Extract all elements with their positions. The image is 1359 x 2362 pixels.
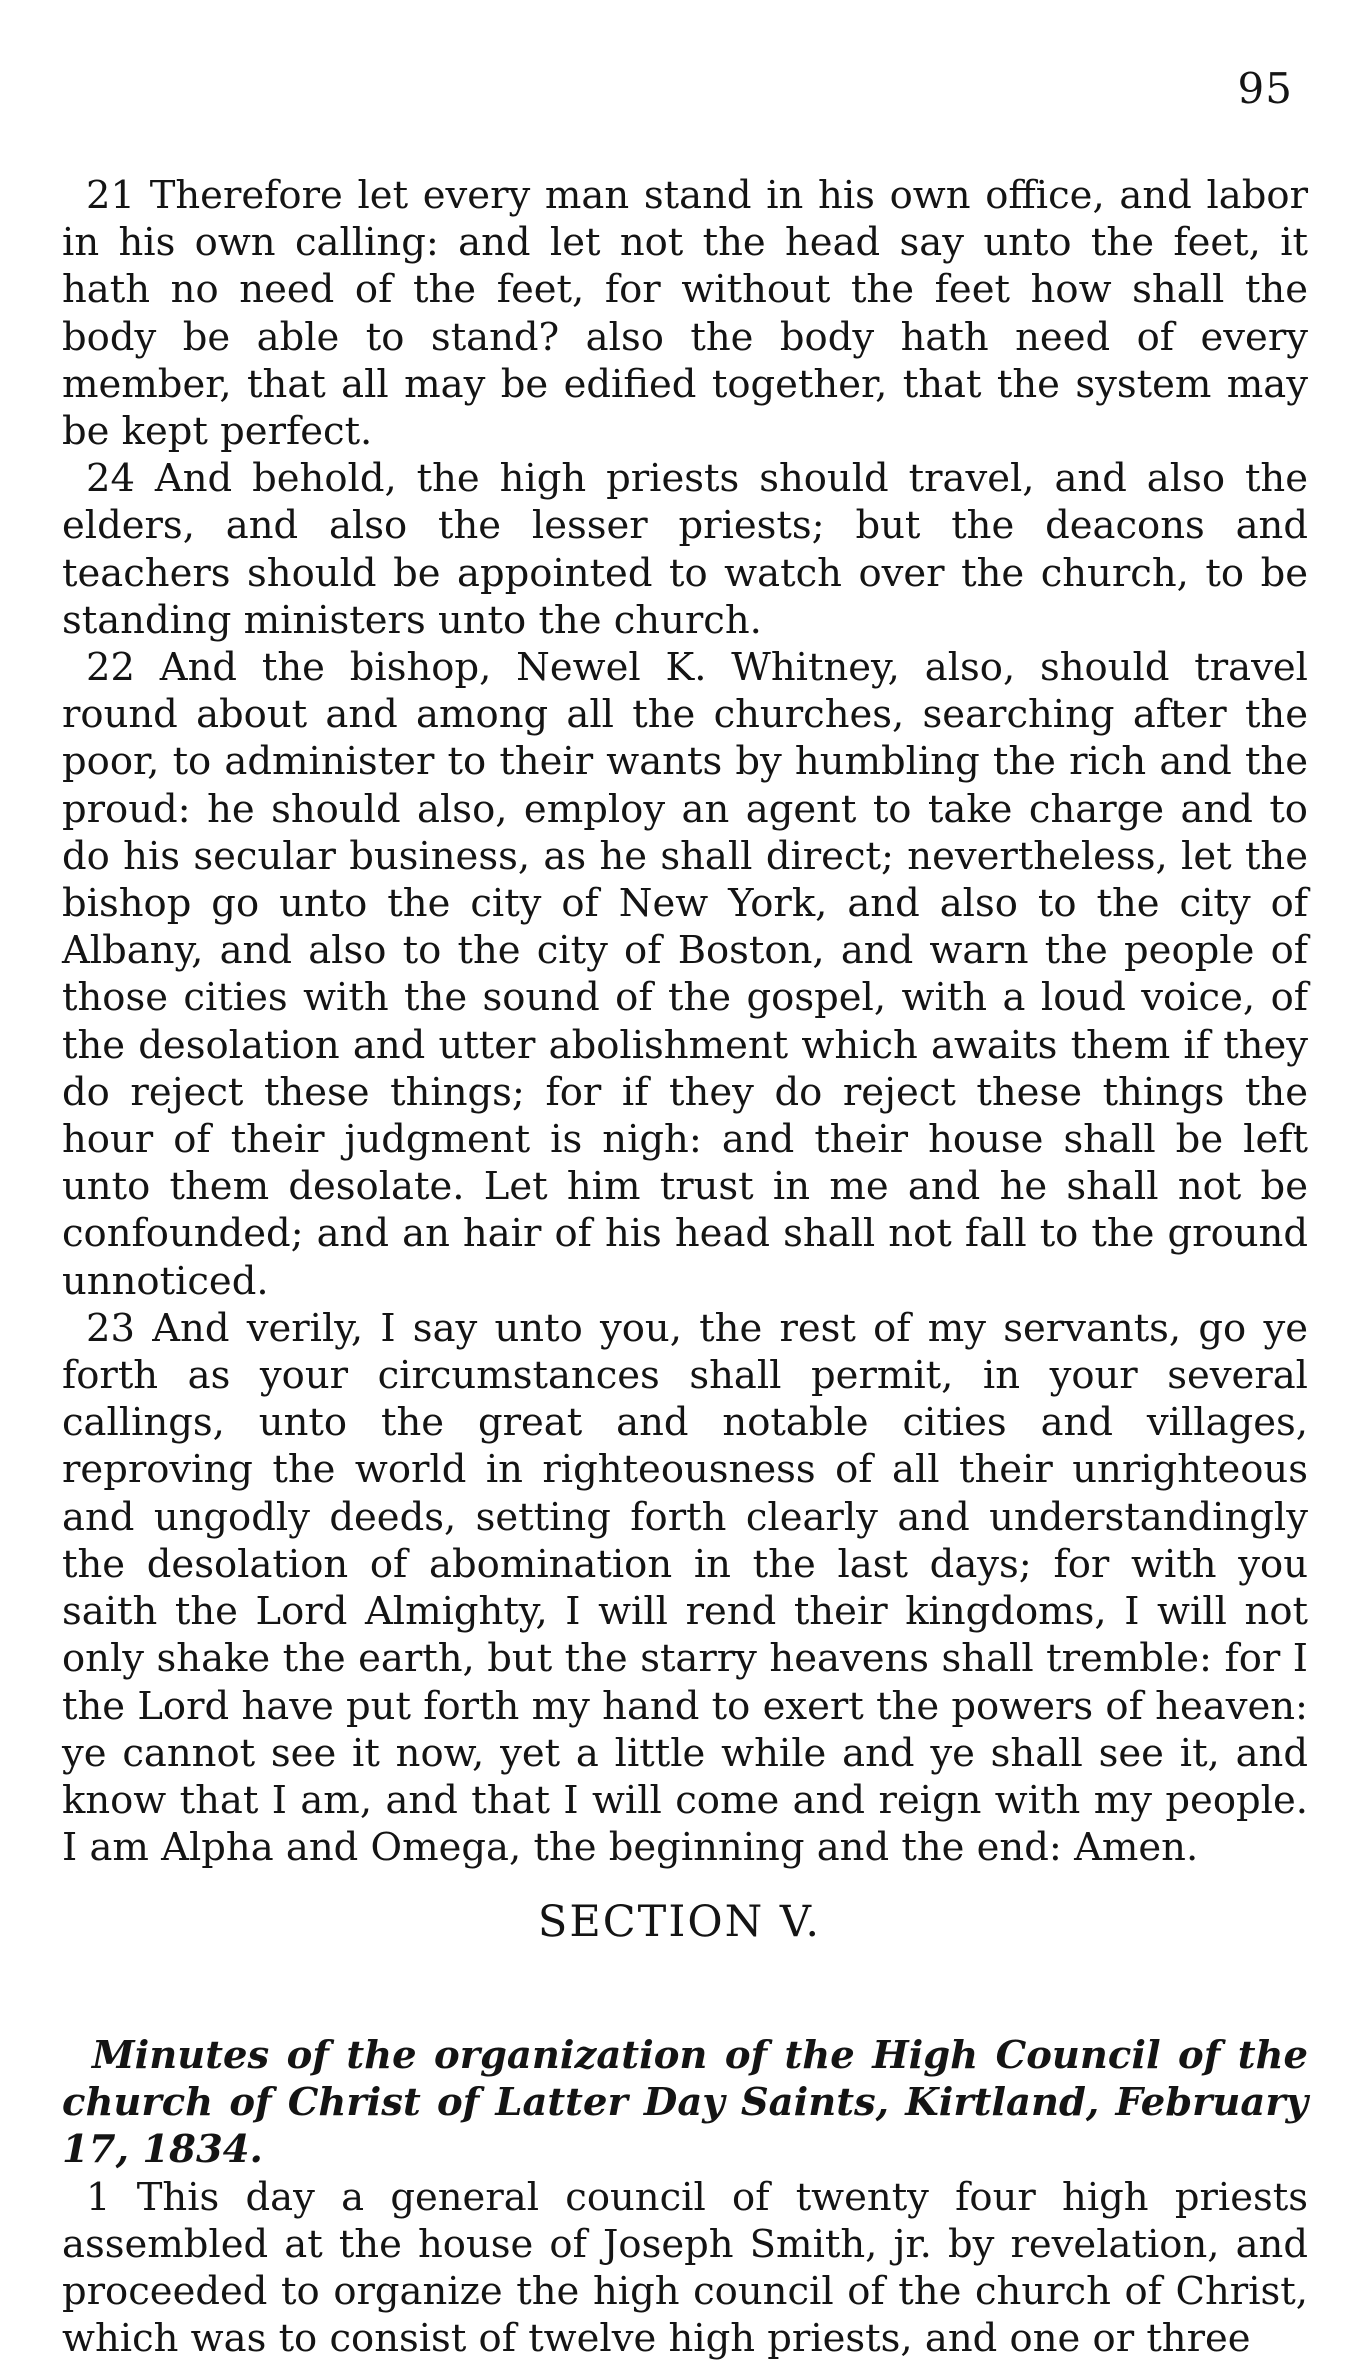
paragraph-verse-23: 23 And verily, I say unto you, the rest of my servants, go ye forth as your circumstances shall permit, in your several callings, unto the great and notable cities and villages, reproving the world in righteousness of all their unrighteous and ungodly deeds, setting forth clearly and understandingly the desolation of abomination in the last days; for with you saith the Lord Almighty, I will rend their kingdoms, I will not only shake the earth, but the starry heavens shall tremble: for I the Lord have put forth my hand to exert the powers of heaven: ye cannot see it now, yet a little while and ye shall see it, and know that I am, and that I will come and reign with my people. I am Alpha and Omega, the beginning and the end: Amen. bbox=[62, 1305, 1308, 1871]
page-number: 95 bbox=[1237, 64, 1293, 113]
section-heading: SECTION V. bbox=[537, 1897, 822, 1947]
section-caption: Minutes of the organization of the High Council of the church of Christ of Latter Day Saints, Kirtland, February 17, 1834. bbox=[62, 2033, 1308, 2173]
paragraph-verse-24: 24 And behold, the high priests should travel, and also the elders, and also the lesser priests; but the deacons and teachers should be appointed to watch over the church, to be standing ministers unto the church. bbox=[62, 456, 1308, 643]
paragraph-verse-21: 21 Therefore let every man stand in his own office, and labor in his own calling: and let not the head say unto the feet, it hath no need of the feet, for without the feet how shall the body be able to stand? also the body hath need of every member, that all may be edified together, that the system may be kept perfect. bbox=[62, 173, 1308, 455]
paragraph-minutes-1: 1 This day a general council of twenty four high priests assembled at the house of Joseph Smith, jr. by revelation, and proceeded to organize the high council of the church of Christ, which was to consist of twelve high priests, and one or three bbox=[62, 2174, 1308, 2362]
revelation-text bbox=[62, 172, 1308, 1871]
section-body bbox=[62, 2032, 1308, 2362]
paragraph-verse-22: 22 And the bishop, Newel K. Whitney, also, should travel round about and among all the churches, searching after the poor, to administer to their wants by humbling the rich and the proud: he should also, employ an agent to take charge and to do his secular business, as he shall direct; nevertheless, let the bishop go unto the city of New York, and also to the city of Albany, and also to the city of Boston, and warn the people of those cities with the sound of the gospel, with a loud voice, of the desolation and utter abolishment which awaits them if they do reject these things; for if they do reject these things the hour of their judgment is nigh: and their house shall be left unto them desolate. Let him trust in me and he shall not be confounded; and an hair of his head shall not fall to the ground unnoticed. bbox=[62, 645, 1308, 1304]
